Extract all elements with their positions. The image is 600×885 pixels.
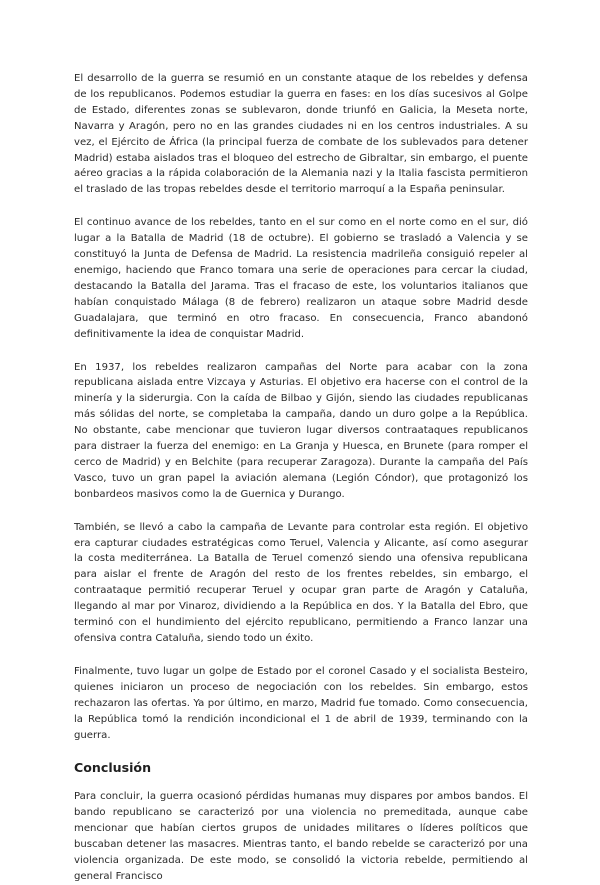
paragraph-war-phases: El desarrollo de la guerra se resumió en un constante ataque de los rebeldes y defensa de los republicanos. Podemos estudiar la guerra en fases: en los días sucesivos al Golpe de Estado, diferentes zonas se sublevaron, donde triunfó en Galicia, la Meseta norte, Navarra y Aragón, pero no en las grandes ciudades ni en los centros industriales. A su vez, el Ejército de África (la principal fuerza de combate de los sublevados para detener Madrid) estaba aislados tras el bloqueo del estrecho de Gibraltar, sin embargo, el puente aéreo gracias a la rápida colaboración de la Alemania nazi y la Italia fascista permitieron el traslado de las tropas rebeldes desde el territorio marroquí a la España peninsular. bbox=[74, 73, 528, 196]
paragraph-conclusion: Para concluir, la guerra ocasionó pérdidas humanas muy dispares por ambos bandos. El bando republicano se caracterizó por una violencia no premeditada, aunque cabe mencionar que habían ciertos grupos de unidades militares o líderes políticos que buscaban detener las masacres. Mientras tanto, el bando rebelde se caracterizó por una violencia organizada. De este modo, se consolidó la victoria rebelde, permitiendo al general Francisco bbox=[74, 791, 528, 882]
paragraph-end-of-war: Finalmente, tuvo lugar un golpe de Estado por el coronel Casado y el socialista Besteiro, quienes iniciaron un proceso de negociación con los rebeldes. Sin embargo, estos rechazaron las ofertas. Ya por último, en marzo, Madrid fue tomado. Como consecuencia, la República tomó la rendición incondicional el 1 de abril de 1939, terminando con la guerra. bbox=[74, 665, 528, 741]
paragraph-northern-campaign: En 1937, los rebeldes realizaron campañas del Norte para acabar con la zona republicana aislada entre Vizcaya y Asturias. El objetivo era hacerse con el control de la minería y la siderurgia. Con la caída de Bilbao y Gijón, siendo las ciudades republicanas más sólidas del norte, se completaba la campaña, dando un duro golpe a la República. No obstante, cabe mencionar que tuvieron lugar diversos contraataques republicanos para distraer la fuerza del enemigo: en La Granja y Huesca, en Brunete (para romper el cerco de Madrid) y en Belchite (para recuperar Zaragoza). Durante la campaña del País Vasco, tuvo un gran papel la aviación alemana (Legión Cóndor), que protagonizó los bonbardeos masivos como la de Guernica y Durango. bbox=[74, 361, 528, 500]
paragraph-levante-campaign: También, se llevó a cabo la campaña de Levante para controlar esta región. El objetivo era capturar ciudades estratégicas como Teruel, Valencia y Alicante, así como asegurar la costa mediterránea. La Batalla de Teruel comenzó siendo una ofensiva republicana para aislar el frente de Aragón del resto de los frentes rebeldes, sin embargo, el contraataque permitió recuperar Teruel y ocupar gran parte de Aragón y Cataluña, llegando al mar por Vinaroz, dividiendo a la República en dos. Y la Batalla del Ebro, que terminó con el hundimiento del ejército republicano, permitiendo a Franco lanzar una ofensiva contra Cataluña, siendo todo un éxito. bbox=[74, 521, 528, 644]
conclusion-heading: Conclusión bbox=[74, 760, 152, 776]
paragraph-battle-of-madrid: El continuo avance de los rebeldes, tanto en el sur como en el norte como en el sur, dió lugar a la Batalla de Madrid (18 de octubre). El gobierno se trasladó a Valencia y se constituyó la Junta de Defensa de Madrid. La resistencia madrileña consiguió repeler al enemigo, haciendo que Franco tomara una serie de operaciones para cercar la ciudad, destacando la Batalla del Jarama. Tras el fracaso de este, los voluntarios italianos que habían conquistado Málaga (8 de febrero) realizaron un ataque sobre Madrid desde Guadalajara, que terminó en otro fracaso. En consecuencia, Franco abandonó definitivamente la idea de conquistar Madrid. bbox=[74, 217, 528, 340]
